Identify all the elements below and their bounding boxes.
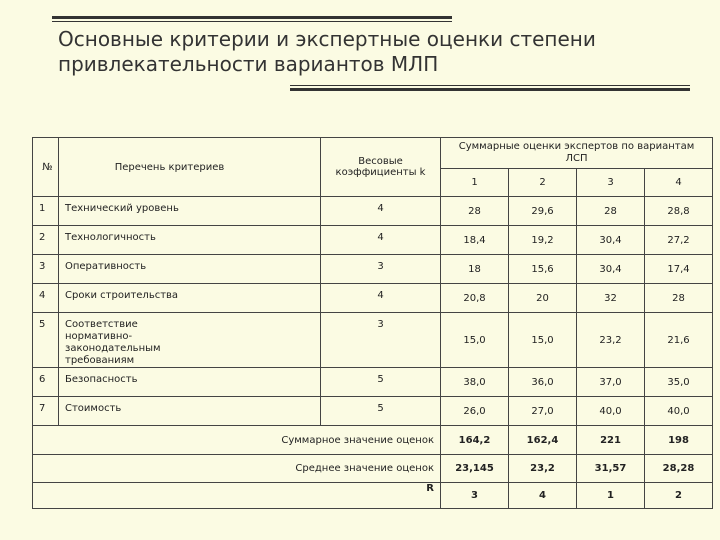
row-criterion: Оперативность <box>59 255 321 284</box>
header-num: № <box>33 138 59 197</box>
row-num: 6 <box>33 368 59 397</box>
title-rule-top-thin <box>52 21 452 22</box>
row-weight: 4 <box>321 226 441 255</box>
row-value: 17,4 <box>645 255 713 284</box>
avg-value: 28,28 <box>645 455 713 483</box>
row-num: 2 <box>33 226 59 255</box>
header-criteria <box>59 138 321 197</box>
row-num: 1 <box>33 197 59 226</box>
row-value: 35,0 <box>645 368 713 397</box>
row-value: 15,0 <box>441 313 509 368</box>
row-value: 19,2 <box>509 226 577 255</box>
row-criterion: Стоимость <box>59 397 321 426</box>
row-num: 7 <box>33 397 59 426</box>
table-row <box>33 284 713 313</box>
row-value: 37,0 <box>577 368 645 397</box>
row-value: 28 <box>441 197 509 226</box>
row-value: 26,0 <box>441 397 509 426</box>
row-value: 28 <box>645 284 713 313</box>
title-rule-bottom-thick <box>290 88 690 91</box>
row-value: 38,0 <box>441 368 509 397</box>
title-rule-bottom-thin <box>290 85 690 86</box>
row-value: 27,0 <box>509 397 577 426</box>
sum-value: 162,4 <box>509 426 577 455</box>
row-value: 23,2 <box>577 313 645 368</box>
row-weight: 3 <box>321 255 441 284</box>
rank-row <box>33 483 713 509</box>
title-rule-top-thick <box>52 16 452 19</box>
row-value: 30,4 <box>577 255 645 284</box>
row-weight: 4 <box>321 284 441 313</box>
table-row <box>33 313 713 368</box>
row-value: 20 <box>509 284 577 313</box>
header-variant-3: 3 <box>577 169 645 197</box>
sum-value: 198 <box>645 426 713 455</box>
row-num: 3 <box>33 255 59 284</box>
row-value: 32 <box>577 284 645 313</box>
row-value: 20,8 <box>441 284 509 313</box>
row-value: 28 <box>577 197 645 226</box>
rank-value: 2 <box>645 483 713 509</box>
row-value: 28,8 <box>645 197 713 226</box>
row-num: 4 <box>33 284 59 313</box>
table-row <box>33 255 713 284</box>
row-criterion: Соответствие нормативно-законодательным требованиям <box>59 313 321 368</box>
row-value: 15,6 <box>509 255 577 284</box>
rank-value: 3 <box>441 483 509 509</box>
header-expert-group: Суммарные оценки экспертов по вариантам ЛСП <box>441 138 713 169</box>
avg-value: 23,145 <box>441 455 509 483</box>
avg-value: 23,2 <box>509 455 577 483</box>
row-weight: 3 <box>321 313 441 368</box>
sum-value: 164,2 <box>441 426 509 455</box>
row-value: 29,6 <box>509 197 577 226</box>
table-row <box>33 397 713 426</box>
header-weights: Весовые коэффициенты k <box>321 138 441 197</box>
sum-label: Суммарное значение оценок <box>33 426 441 455</box>
table-row <box>33 226 713 255</box>
header-variant-2: 2 <box>509 169 577 197</box>
row-value: 30,4 <box>577 226 645 255</box>
header-variant-4: 4 <box>645 169 713 197</box>
row-num: 5 <box>33 313 59 368</box>
avg-row <box>33 455 713 483</box>
sum-row <box>33 426 713 455</box>
sum-value: 221 <box>577 426 645 455</box>
header-criteria-label: Перечень критериев <box>114 161 225 173</box>
row-value: 18 <box>441 255 509 284</box>
row-weight: 5 <box>321 397 441 426</box>
table-row <box>33 368 713 397</box>
rank-value: 1 <box>577 483 645 509</box>
row-value: 27,2 <box>645 226 713 255</box>
table-row <box>33 197 713 226</box>
row-value: 18,4 <box>441 226 509 255</box>
rank-label: R <box>33 483 441 509</box>
row-value: 40,0 <box>577 397 645 426</box>
row-criterion: Технологичность <box>59 226 321 255</box>
page-title: Основные критерии и экспертные оценки степени привлекательности вариантов МЛП <box>58 27 596 76</box>
criteria-table <box>32 137 713 509</box>
header-variant-1: 1 <box>441 169 509 197</box>
avg-value: 31,57 <box>577 455 645 483</box>
row-weight: 4 <box>321 197 441 226</box>
row-value: 40,0 <box>645 397 713 426</box>
row-weight: 5 <box>321 368 441 397</box>
row-criterion: Сроки строительства <box>59 284 321 313</box>
avg-label: Среднее значение оценок <box>33 455 441 483</box>
rank-value: 4 <box>509 483 577 509</box>
row-value: 21,6 <box>645 313 713 368</box>
row-criterion: Технический уровень <box>59 197 321 226</box>
row-value: 15,0 <box>509 313 577 368</box>
row-value: 36,0 <box>509 368 577 397</box>
row-criterion: Безопасность <box>59 368 321 397</box>
